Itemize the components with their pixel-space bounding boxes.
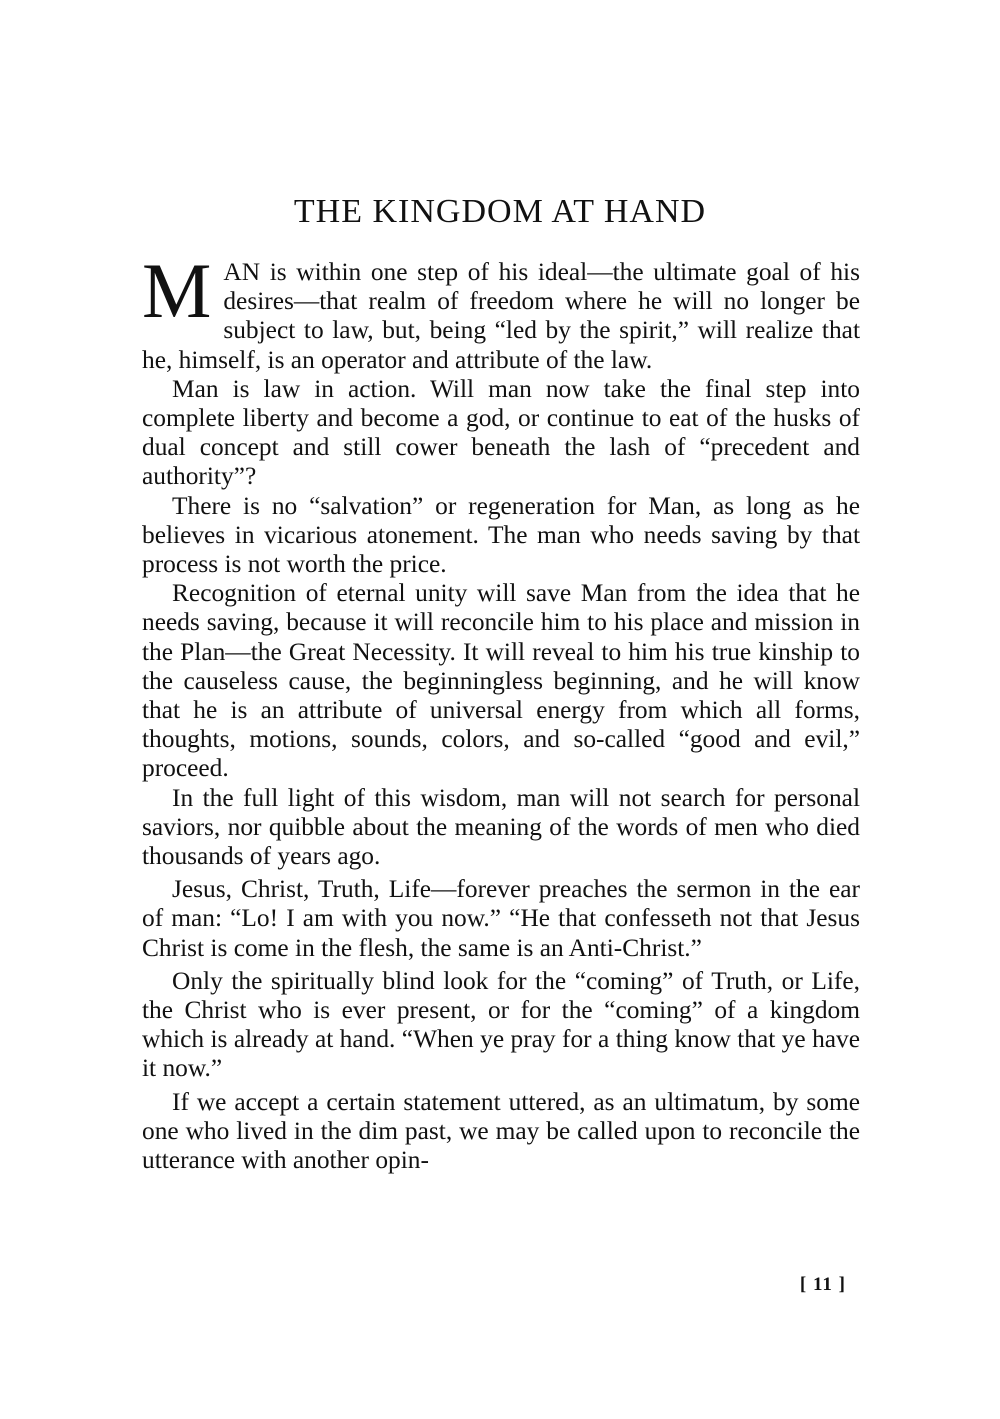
page-number: [ 11 ] [799,1274,846,1295]
paragraph-4: Recognition of eternal unity will save Man from the idea that he needs saving, because it will reconcile him to his place and mission in the Plan—the Great Necessity. It will reveal to him his true kinship to the causeless cause, the beginningless beginning, and he will know that he is an attribute of universal energy from which all forms, thoughts, motions, sounds, colors, and so-called “good and evil,” proceed. [142,579,860,783]
paragraph-5: In the full light of this wisdom, man will not search for personal saviors, nor quibble about the meaning of the words of men who died thousands of years ago. [142,783,860,871]
paragraph-3: There is no “salvation” or regeneration for Man, as long as he believes in vicarious atonement. The man who needs saving by that process is not worth the price. [142,491,860,579]
paragraph-6: Jesus, Christ, Truth, Life—forever preaches the sermon in the ear of man: “Lo! I am with you now.” “He that confesseth not that Jesus Christ is come in the flesh, the same is an Anti-Christ.” [142,875,860,962]
paragraph-7: Only the spiritually blind look for the “coming” of Truth, or Life, the Christ who is ever present, or for the “coming” of a kingdom which is already at hand. “When ye pray for a thing know that ye have it now.” [142,966,860,1083]
body-text [142,247,860,1175]
drop-cap: M [142,247,212,334]
paragraph-1-text: AN is within one step of his ideal—the ultimate goal of his desires—that realm of freedom where he will no longer be subject to law, but, being “led by the spirit,” will realize that he, himself, is an operator and attribute of the law. [142,258,860,374]
paragraph-2: Man is law in action. Will man now take the final step into complete liberty and become a god, or continue to eat of the husks of dual concept and still cower beneath the lash of “precedent and authority”? [142,374,860,491]
paragraph-1 [142,247,860,375]
paragraph-8: If we accept a certain statement uttered, as an ultimatum, by some one who lived in the dim past, we may be called upon to reconcile the utterance with another opin- [142,1087,860,1175]
chapter-title: THE KINGDOM AT HAND [293,193,707,230]
